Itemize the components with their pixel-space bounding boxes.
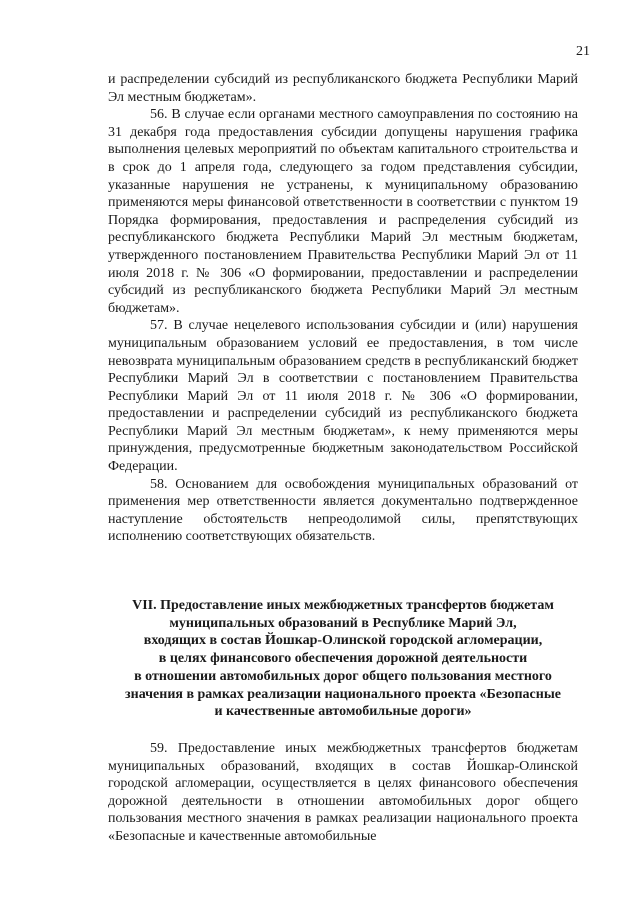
page-number: 21: [576, 44, 590, 59]
lower-text-block: [108, 740, 578, 846]
paragraph-57: 57. В случае нецелевого использования субсидии и (или) нарушения муниципальным образованием условий ее предоставления, в том числе невозврата муниципальным образованием средств в республиканский бюджет Республики Марий Эл в соответствии с постановлением Правительства Республики Марий Эл от 11 июля 2018 г. № 306 «О формировании, предоставлении и распределении субсидий из республиканского бюджета Республики Марий Эл местным бюджетам», к нему применяются меры принуждения, предусмотренные бюджетным законодательством Российской Федерации.: [108, 318, 578, 475]
section-heading-vii: VII. Предоставление иных межбюджетных трансфертов бюджетам муниципальных образований в Республике Марий Эл, входящих в состав Йошкар-Олинской городской агломерации, в целях финансового обеспечения дорожной деятельности в отношении автомобильных дорог общего пользования местного значения в рамках реализации национального проекта «Безопасные и качественные автомобильные дороги»: [125, 598, 561, 720]
paragraph-59: 59. Предоставление иных межбюджетных трансфертов бюджетам муниципальных образований, входящих в состав Йошкар-Олинской городской агломерации, осуществляется в целях финансового обеспечения дорожной деятельности в отношении автомобильных дорог общего пользования местного значения в рамках реализации национального проекта «Безопасные и качественные автомобильные: [108, 741, 578, 844]
paragraph-56: 56. В случае если органами местного самоуправления по состоянию на 31 декабря года предоставления субсидии допущены нарушения графика выполнения целевых мероприятий по объектам капитального строительства и в срок до 1 апреля года, следующего за годом представления субсидии, указанные нарушения не устранены, к муниципальному образованию применяются меры финансовой ответственности в соответствии с пунктом 19 Порядка формирования, предоставления и распределения субсидий из республиканского бюджета Республики Марий Эл местным бюджетам, утвержденного постановлением Правительства Республики Марий Эл от 11 июля 2018 г. № 306 «О формировании, предоставлении и распределении субсидий из республиканского бюджета Республики Марий Эл местным бюджетам».: [108, 107, 578, 316]
paragraph-58: 58. Основанием для освобождения муниципальных образований от применения мер ответственности является документально подтвержденное наступление обстоятельств непреодолимой силы, препятствующих исполнению соответствующих обязательств.: [108, 476, 578, 545]
paragraph-continuation: и распределении субсидий из республиканского бюджета Республики Марий Эл местным бюджетам».: [108, 72, 578, 105]
upper-text-block: [108, 71, 578, 546]
